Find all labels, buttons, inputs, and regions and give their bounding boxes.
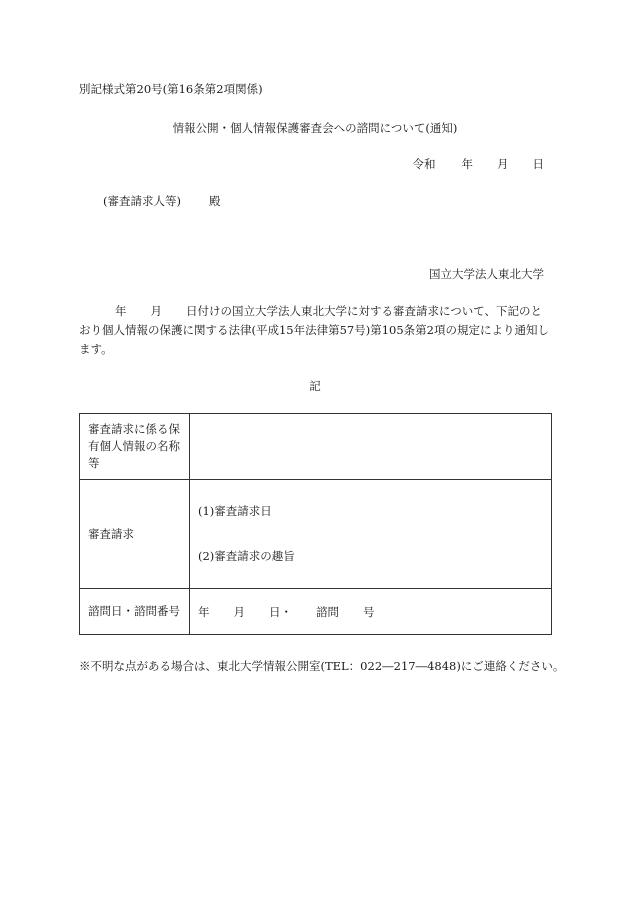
date-day: 日: [532, 157, 544, 171]
inquiry-number: 号: [363, 604, 375, 619]
document-title: 情報公開・個人情報保護審査会への諮問について(通知): [172, 121, 458, 135]
inquiry-year: 年: [198, 604, 210, 619]
date-year: 年: [461, 157, 473, 171]
table-row-inquiry: [80, 589, 552, 635]
row-name-value: [190, 414, 552, 480]
row-request-value: [190, 480, 552, 589]
body-month: 月: [150, 304, 162, 318]
row-inquiry-value: [190, 589, 552, 635]
recipient: [103, 193, 220, 209]
footnote: ※不明な点がある場合は、東北大学情報公開室(TEL：022―217―4848)にご連絡ください。: [79, 659, 565, 673]
body-line3: ます。: [79, 342, 113, 356]
sender: 国立大学法人東北大学: [429, 267, 544, 281]
date-month: 月: [497, 157, 509, 171]
date-line: [413, 156, 545, 172]
inquiry-label: 諮問: [316, 604, 339, 619]
inquiry-day: 日・: [269, 604, 292, 619]
table-row-name: [80, 414, 552, 480]
recipient-name: (審査請求人等): [103, 194, 181, 208]
form-number: 別記様式第20号(第16条第2項関係): [79, 82, 263, 96]
row-inquiry-label: 諮問日・諮問番号: [80, 589, 190, 635]
recipient-honorific: 殿: [208, 194, 221, 208]
request-purpose-item: (2)審査請求の趣旨: [198, 549, 295, 563]
inquiry-month: 月: [233, 604, 245, 619]
body-line1: 日付けの国立大学法人東北大学に対する審査請求について、下記のと: [186, 304, 543, 318]
ki-heading: 記: [309, 379, 321, 393]
info-table: [79, 413, 552, 635]
body-line2: おり個人情報の保護に関する法律(平成15年法律第57号)第105条第2項の規定により通知し: [79, 323, 550, 337]
date-era: 令和: [412, 157, 436, 171]
body-year: 年: [115, 304, 127, 318]
body-paragraph: [79, 302, 551, 359]
row-name-label: 審査請求に係る保有個人情報の名称等: [80, 414, 190, 480]
request-date-item: (1)審査請求日: [198, 504, 272, 518]
table-row-request: [80, 480, 552, 589]
row-request-label: 審査請求: [80, 480, 190, 589]
